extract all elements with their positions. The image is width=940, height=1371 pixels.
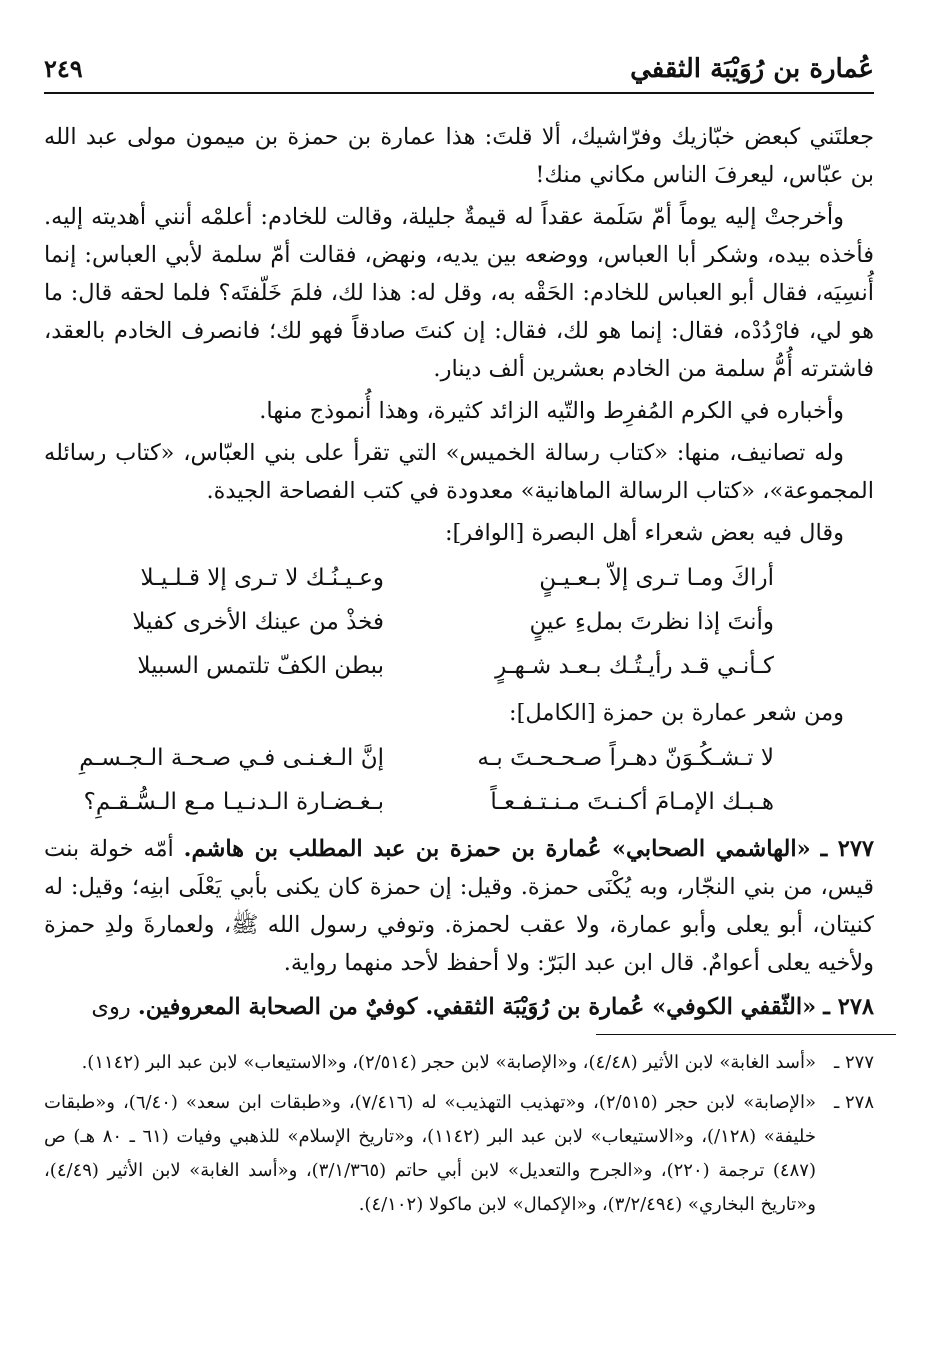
verse-line — [44, 600, 874, 644]
entry-heading: «الثّقفي الكوفي» عُمارة بن رُوَيْبَة الثقفي. كوفيٌ من الصحابة المعروفين. — [137, 994, 817, 1020]
first-hemistich: وأنتَ إذا نظرتَ بملءِ عينٍ — [529, 609, 774, 635]
header-rule — [44, 92, 874, 94]
main-text — [44, 118, 874, 1026]
verse-line — [44, 780, 874, 824]
biography-entry — [44, 830, 874, 982]
footnote — [44, 1046, 874, 1080]
first-hemistich: لا تـشـكُـوَنّ دهـراً صـحـحـتَ بـه — [477, 745, 774, 771]
second-hemistich: فخذْ من عينك الأخرى كفيلا — [132, 609, 384, 635]
second-hemistich: بـغـضـارة الـدنـيـا مـع الـسُّـقـمِ؟ — [83, 789, 384, 815]
footnote-text: «الإصابة» لابن حجر (٢/٥١٥)، و«تهذيب التهذيب» له (٧/٤١٦)، و«طبقات ابن سعد» (٦/٤٠)، و«طبقات خليفة» (١٢٨/)، و«الاستيعاب» لابن عبد البر (١١٤٢)، و«تاريخ الإسلام» للذهبي وفيات (٦١ ـ ٨٠ هـ) ص (٤٨٧) ترجمة (٢٢٠)، و«الجرح والتعديل» لابن أبي حاتم (٣/١/٣٦٥)، و«أسد الغابة» لابن الأثير (٤/٤٩)، و«تاريخ البخاري» (٣/٢/٤٩٤)، و«الإكمال» لابن ماكولا (٤/١٠٢). — [44, 1092, 816, 1215]
entry-number: ٢٧٨ ـ — [823, 994, 874, 1020]
second-hemistich: ببطن الكفّ تلتمس السبيلا — [137, 653, 384, 679]
paragraph: جعلتَني كبعض خبّازيك وفرّاشيك، ألا قلتَ: هذا عمارة بن حمزة بن ميمون مولى عبد الله بن عبّاس، ليعرفَ الناس مكاني منك! — [44, 124, 874, 188]
paragraph: وأخباره في الكرم المُفرِط والتّيه الزائد كثيرة، وهذا أُنموذج منها. — [259, 398, 844, 424]
verse-line — [44, 644, 874, 688]
poem-wafir — [44, 556, 874, 688]
first-hemistich: أراكَ ومـا تـرى إلاّ بـعـيـنٍ — [539, 565, 774, 591]
verse-line — [44, 736, 874, 780]
first-hemistich: هـبـك الإمـامَ أكـنـتَ مـنـتـفـعـاً — [490, 789, 774, 815]
footnote-rule — [596, 1034, 896, 1035]
page-number: ٢٤٩ — [44, 54, 83, 83]
second-hemistich: إنَّ الـغـنـى فـي صـحـة الـجـسـمِ — [79, 745, 384, 771]
entry-number: ٢٧٧ ـ — [820, 836, 874, 862]
biography-entry — [44, 988, 874, 1026]
footnote — [44, 1086, 874, 1222]
second-hemistich: وعـيـنُـك لا تـرى إلا قـلـيـلا — [140, 565, 384, 591]
poem-intro: وقال فيه بعض شعراء أهل البصرة [الوافر]: — [444, 520, 844, 546]
page-header — [44, 50, 874, 94]
poem-kamil — [44, 736, 874, 824]
entry-text: روى — [91, 994, 131, 1020]
verse-line — [44, 556, 874, 600]
footnotes — [44, 1046, 874, 1228]
entry-heading: «الهاشمي الصحابي» عُمارة بن حمزة بن عبد المطلب بن هاشم. — [183, 836, 811, 862]
running-title: عُمارة بن رُوَيْبَة الثقفي — [630, 54, 874, 84]
first-hemistich: كـأنـي قـد رأيـتُـك بـعـد شـهـرٍ — [495, 653, 774, 679]
footnote-text: «أسد الغابة» لابن الأثير (٤/٤٨)، و«الإصابة» لابن حجر (٢/٥١٤)، و«الاستيعاب» لابن عبد البر (١١٤٢). — [81, 1052, 816, 1073]
paragraph: وله تصانيف، منها: «كتاب رسالة الخميس» التي تقرأ على بني العبّاس، «كتاب رسائله المجموعة»، «كتاب الرسالة الماهانية» معدودة في كتب الفصاحة الجيدة. — [44, 440, 874, 504]
entry-text: أمّه خولة بنت قيس، من بني النجّار، وبه يُكْنَى حمزة. وقيل: إن حمزة كان يكنى بأبي يَعْلَى ابنِه؛ وقيل: له كنيتان، أبو يعلى وأبو عمارة، ولا عقب لحمزة. وتوفي رسول الله ﷺ، ولعمارةَ ولدِ حمزة ولأخيه يعلى أعوامٌ. قال ابن عبد البَرّ: ولا أحفظ لأحد منهما رواية. — [44, 836, 874, 976]
footnote-number: ٢٧٨ ـ — [833, 1092, 874, 1113]
paragraph: وأخرجتْ إليه يوماً أمّ سَلَمة عقداً له قيمةٌ جليلة، وقالت للخادم: أعلمْه أنني أهديته إليه. فأخذه بيده، وشكر أبا العباس، ووضعه بين يديه، ونهض، فقالت أمّ سلمة لأبي العباس: إنما أُنسِيَه، فقال أبو العباس للخادم: الحَقْه به، وقل له: هذا لك، فلمَ خَلّفتَه؟ فلما لحقه قال: ما هو لي، فارْدُدْه، فقال: إنما هو لك، فقال: إن كنتَ صادقاً فهو لك؛ فانصرف الخادم بالعقد، فاشترته أُمُّ سلمة من الخادم بعشرين ألف دينار. — [44, 204, 874, 382]
footnote-number: ٢٧٧ ـ — [833, 1052, 874, 1073]
poem-intro: ومن شعر عمارة بن حمزة [الكامل]: — [509, 700, 844, 726]
